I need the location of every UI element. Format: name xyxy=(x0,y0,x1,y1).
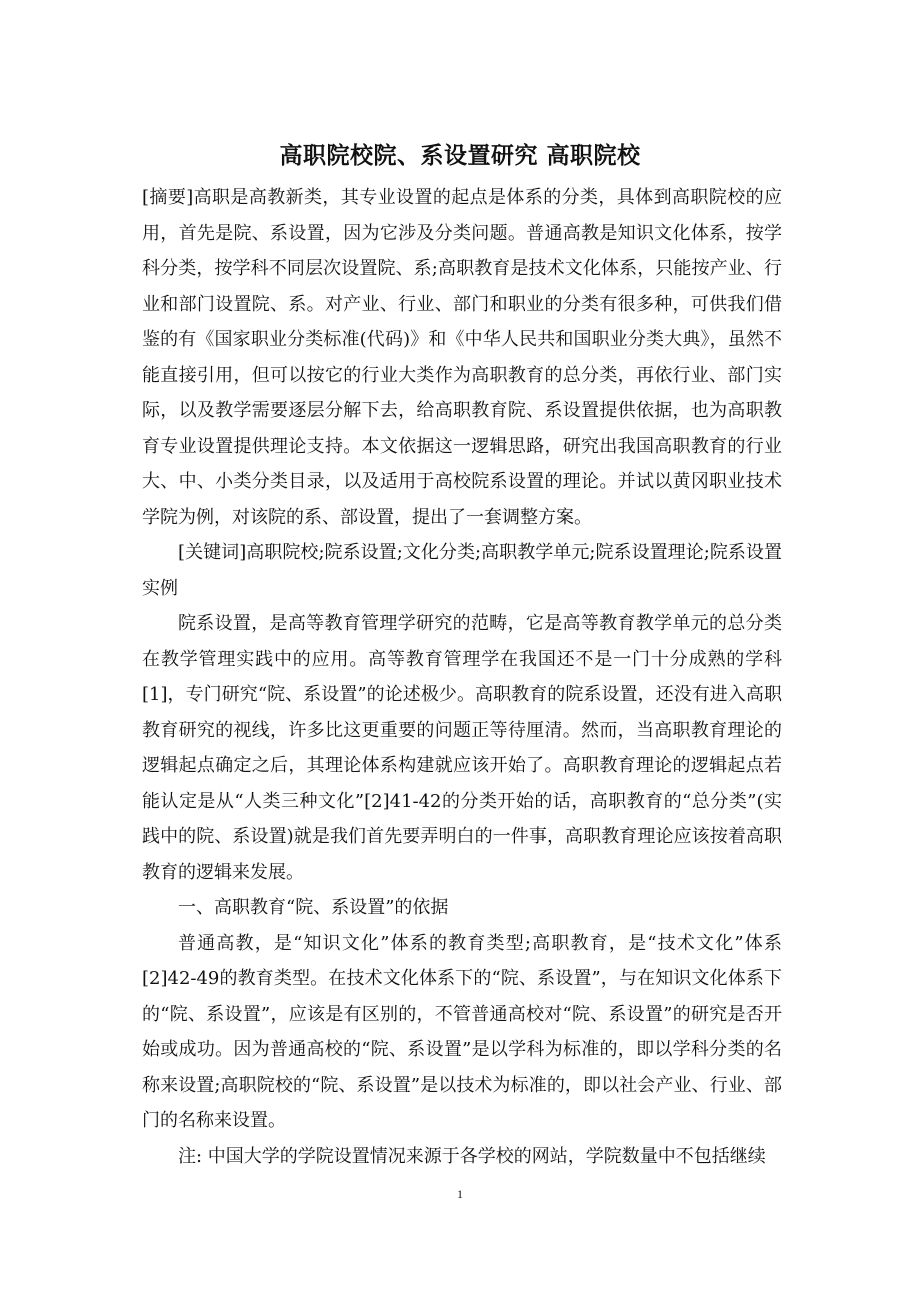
document-body xyxy=(142,180,782,1174)
note-paragraph: 注: 中国大学的学院设置情况来源于各学校的网站，学院数量中不包括继续 xyxy=(178,1145,766,1167)
page-number: 1 xyxy=(457,1187,463,1201)
document-title: 高职院校院、系设置研究 高职院校 xyxy=(279,143,641,169)
section-body-paragraph: 普通高教，是“知识文化”体系的教育类型;高职教育，是“技术文化”体系[2]42-49的教育类型。在技术文化体系下的“院、系设置”，与在知识文化体系下的“院、系设置”，应该是有区别的，不管普通高校对“院、系设置”的研究是否开始或成功。因为普通高校的“院、系设置”是以学科为标准的，即以学科分类的名称来设置;高职院校的“院、系设置”是以技术为标准的，即以社会产业、行业、部门的名称来设置。 xyxy=(142,932,782,1131)
abstract-paragraph: [摘要]高职是高教新类，其专业设置的起点是体系的分类，具体到高职院校的应用，首先是院、系设置，因为它涉及分类问题。普通高教是知识文化体系，按学科分类，按学科不同层次设置院、系;高职教育是技术文化体系，只能按产业、行业和部门设置院、系。对产业、行业、部门和职业的分类有很多种，可供我们借鉴的有《国家职业分类标准(代码)》和《中华人民共和国职业分类大典》，虽然不能直接引用，但可以按它的行业大类作为高职教育的总分类，再依行业、部门实际，以及教学需要逐层分解下去，给高职教育院、系设置提供依据，也为高职教育专业设置提供理论支持。本文依据这一逻辑思路，研究出我国高职教育的行业大、中、小类分类目录，以及适用于高校院系设置的理论。并试以黄冈职业技术学院为例，对该院的系、部设置，提出了一套调整方案。 xyxy=(142,187,782,528)
section-heading: 一、高职教育“院、系设置”的依据 xyxy=(178,897,449,918)
keywords-paragraph: [关键词]高职院校;院系设置;文化分类;高职教学单元;院系设置理论;院系设置实例 xyxy=(142,542,782,599)
intro-paragraph: 院系设置，是高等教育管理学研究的范畴，它是高等教育教学单元的总分类在教学管理实践中的应用。高等教育管理学在我国还不是一门十分成熟的学科[1]，专门研究“院、系设置”的论述极少。高职教育的院系设置，还没有进入高职教育研究的视线，许多比这更重要的问题正等待厘清。然而，当高职教育理论的逻辑起点确定之后，其理论体系构建就应该开始了。高职教育理论的逻辑起点若能认定是从“人类三种文化”[2]41-42的分类开始的话，高职教育的“总分类”(实践中的院、系设置)就是我们首先要弄明白的一件事，高职教育理论应该按着高职教育的逻辑来发展。 xyxy=(142,613,782,883)
